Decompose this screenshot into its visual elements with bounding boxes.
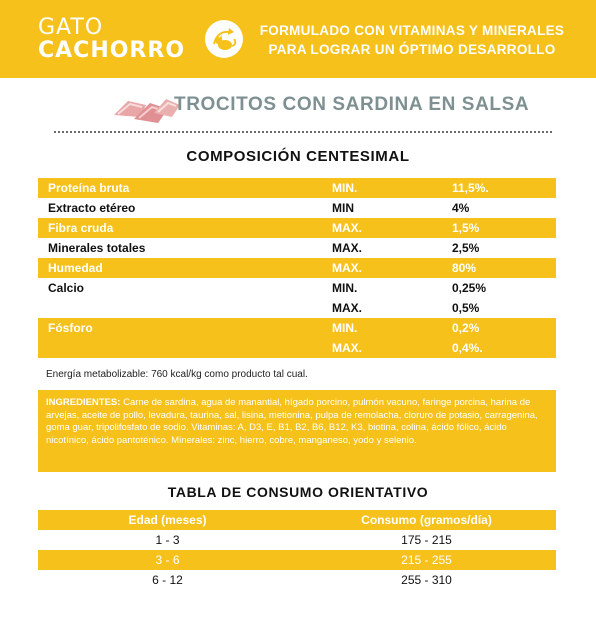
nutrient-limit: MIN. (332, 181, 358, 195)
nutrient-limit: MAX. (332, 261, 362, 275)
consumption-header-amount: Consumo (gramos/día) (361, 513, 492, 527)
consumption-amount: 255 - 310 (401, 573, 452, 587)
nutrient-name: Fibra cruda (48, 221, 114, 235)
nutrient-limit: MIN. (332, 281, 358, 295)
header-banner (0, 0, 596, 78)
nutrient-value: 2,5% (452, 241, 480, 255)
nutrient-limit: MAX. (332, 241, 362, 255)
ingredients-list: Carne de sardina, agua de manantial, hígado porcino, pulmón vacuno, faringe porcina, harina de arvejas, aceite de pollo, levadura, taurina, sal, lisina, metionina, pulpa de remolacha, cloruro de potasio, carragenina, goma guar, tripolifosfato de sodio. Vitaminas: A, D3, E, B1, B2, B6, B12, K3, biotina, colina, ácido fólico, ácido nicotínico, ácido pantoténico. Minerales: zinc, hierro, cobre, manganeso, yodo y selenio. (46, 397, 538, 446)
energy-note: Energía metabolizable: 760 kcal/kg como producto tal cual. (46, 369, 308, 380)
consumption-age: 6 - 12 (152, 573, 183, 587)
brand-line2: CACHORRO (38, 38, 186, 63)
consumption-row (38, 550, 556, 570)
consumption-row (38, 570, 556, 590)
nutrient-limit: MAX. (332, 301, 362, 315)
ingredients-label: INGREDIENTES: (46, 397, 121, 408)
composition-title: COMPOSICIÓN CENTESIMAL (186, 148, 410, 165)
consumption-header-age: Edad (meses) (128, 513, 207, 527)
nutrient-limit: MAX. (332, 341, 362, 355)
nutrient-value: 11,5%. (452, 181, 489, 195)
consumption-age: 3 - 6 (155, 553, 180, 567)
consumption-header-row (38, 510, 556, 530)
claim-text (252, 21, 572, 59)
composition-row (38, 258, 556, 278)
nutrient-limit: MAX. (332, 221, 362, 235)
ingredients-text (46, 397, 544, 447)
consumption-amount: 175 - 215 (401, 533, 452, 547)
consumption-amount: 215 - 255 (401, 553, 452, 567)
nutrient-value: 0,4%. (452, 341, 483, 355)
composition-row (38, 198, 556, 218)
nutrient-value: 0,5% (452, 301, 480, 315)
nutrient-value: 80% (452, 261, 477, 275)
brand-line1: GATO (38, 15, 104, 40)
dotted-divider (54, 131, 552, 133)
ingredients-box (38, 390, 556, 472)
nutrient-value: 1,5% (452, 221, 480, 235)
nutrient-value: 0,2% (452, 321, 480, 335)
nutrient-value: 4% (452, 201, 470, 215)
nutrient-value: 0,25% (452, 281, 487, 295)
kitten-growth-icon (205, 20, 243, 58)
nutrient-name: Calcio (48, 281, 85, 295)
nutrient-limit: MIN (332, 201, 354, 215)
nutrient-name: Fósforo (48, 321, 93, 335)
nutrient-name: Humedad (48, 261, 103, 275)
composition-row (38, 278, 556, 298)
product-title: TROCITOS CON SARDINA EN SALSA (174, 94, 530, 115)
nutrient-limit: MIN. (332, 321, 358, 335)
composition-table (38, 178, 556, 358)
consumption-row (38, 530, 556, 550)
brand (38, 16, 185, 62)
consumption-age: 1 - 3 (155, 533, 180, 547)
composition-row (38, 238, 556, 258)
composition-row (38, 338, 556, 358)
claim-line2: PARA LOGRAR UN ÓPTIMO DESARROLLO (268, 42, 556, 57)
consumption-title: TABLA DE CONSUMO ORIENTATIVO (167, 484, 429, 500)
nutrient-name: Proteína bruta (48, 181, 130, 195)
nutrient-name: Extracto etéreo (48, 201, 136, 215)
composition-row (38, 218, 556, 238)
composition-row (38, 178, 556, 198)
composition-row (38, 298, 556, 318)
consumption-table (38, 510, 556, 590)
composition-row (38, 318, 556, 338)
nutrient-name: Minerales totales (48, 241, 146, 255)
claim-line1: FORMULADO CON VITAMINAS Y MINERALES (259, 23, 565, 38)
